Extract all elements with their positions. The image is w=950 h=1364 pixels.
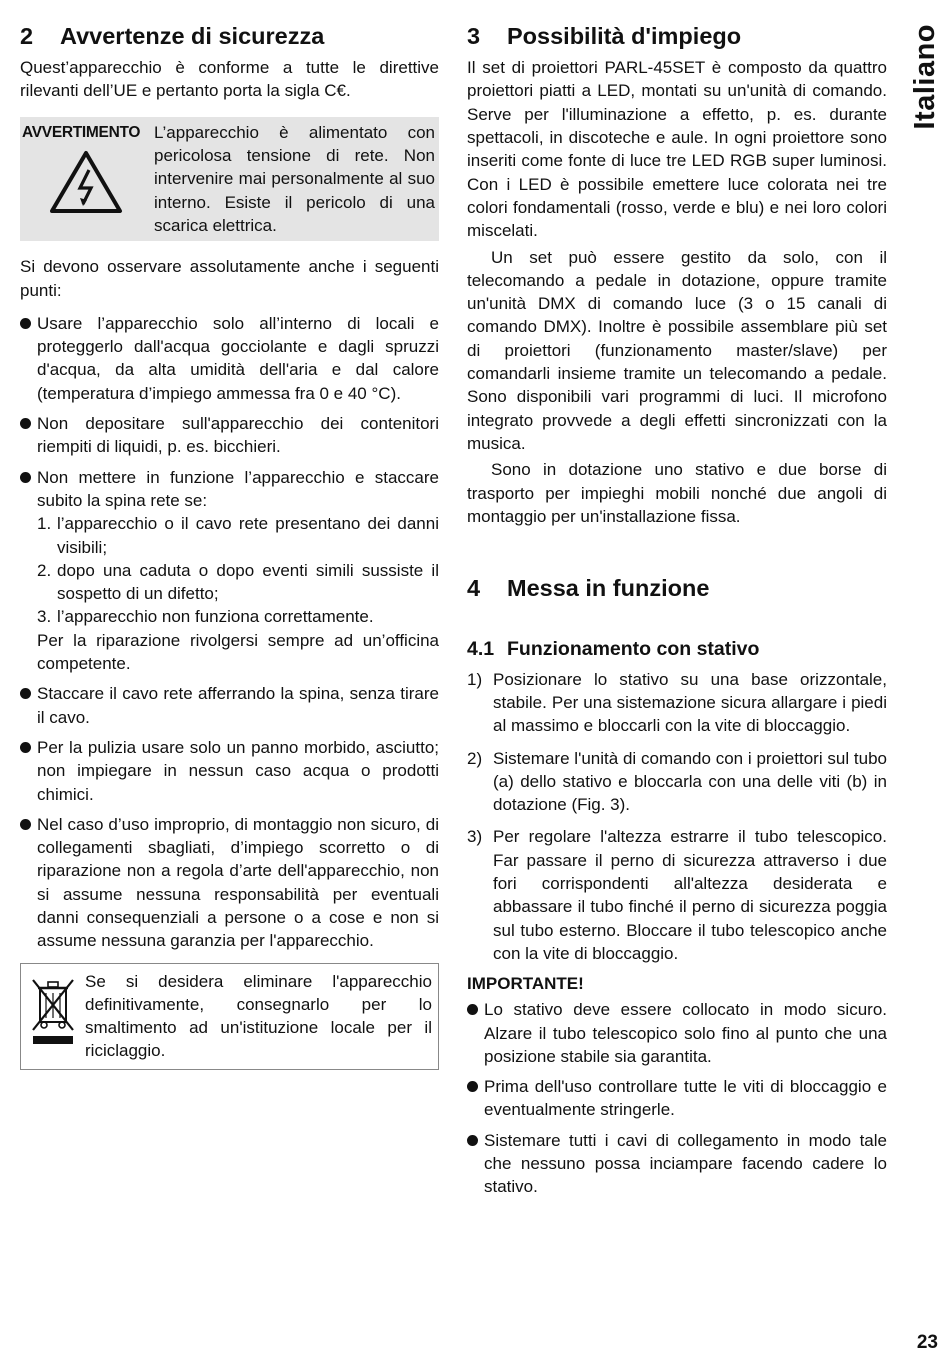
paragraph: Un set può essere gestito da solo, con il telecomando a pedale in dotazione, oppure tramite un'unità DMX di comando luce (3 o 15 canali di comando DMX). Inoltre è possibile assemblare più set di proiettori (funzionamento master/slave) per comandarli insieme tramite un telecomando a pedale. Sono disponibili vari programmi di luci. Il microfono integrato provvede a degli effetti sincronizzati con la musica. (467, 247, 887, 453)
weee-text: Se si desidera eliminare l'apparecchio definitivamente, consegnarlo per lo smaltimento ad un'istituzione locale per il riciclaggio. (85, 971, 432, 1061)
weee-disposal-box (20, 963, 439, 1070)
warning-box (20, 117, 439, 241)
section-number: 3 (467, 23, 481, 49)
left-column (20, 22, 439, 1070)
list-item: Sistemare tutti i cavi di collegamento in modo tale che nessuno possa inciampare facendo cadere lo stativo. (467, 1129, 887, 1199)
section-title: Messa in funzione (507, 575, 710, 602)
high-voltage-warning-icon (49, 150, 123, 214)
section-2-heading (20, 22, 439, 50)
list-item: Usare l’apparecchio solo all’interno di locali e proteggerlo dall'acqua gocciolante e dagli spruzzi d'acqua, da alta umidità dell'aria e dal calore (temperatura d’impiego ammessa fra 0 e 40 °C). (20, 312, 439, 405)
step-item: 3) Per regolare l'altezza estrarre il tubo telescopico. Far passare il perno di sicurezza attraverso i due fori corrispondenti all'altezza desiderata e abbassare il tubo finché il perno di sicurezza poggia sul tubo esterno. Bloccare il tubo telescopico anche con la vite di bloccaggio. (467, 827, 887, 963)
warning-label: AVVERTIMENTO (22, 123, 141, 141)
section-number: 4 (467, 575, 481, 602)
paragraph: Sono in dotazione uno stativo e due borse di trasporto per impieghi mobili nonché due angoli di montaggio per un'installazione fissa. (467, 460, 887, 526)
important-heading: IMPORTANTE! (467, 974, 584, 994)
list-item: Lo stativo deve essere collocato in modo sicuro. Alzare il tubo telescopico solo fino al punto che una posizione stabile sia garantita. (467, 998, 887, 1068)
warning-text: L’apparecchio è alimentato con pericolosa tensione di rete. Non intervenire mai personalmente al suo interno. Esiste il pericolo di una scarica elettrica. (154, 122, 435, 235)
setup-steps (467, 668, 887, 966)
repair-note: Per la riparazione rivolgersi sempre ad un’officina competente. (37, 630, 439, 674)
list-item: Prima dell'uso controllare tutte le viti di bloccaggio e eventualmente stringerle. (467, 1075, 887, 1122)
sub-list-item: 3. l’apparecchio non funziona correttamente. (37, 607, 374, 627)
section-4-1-heading (467, 638, 887, 661)
language-label: Italiano (909, 24, 941, 130)
crossed-bin-icon (30, 974, 76, 1050)
section-3-heading (467, 22, 887, 50)
paragraph: Il set di proiettori PARL-45SET è composto da quattro proiettori piatti a LED, montati su un'unità di comando. Serve per l'illuminazione a effetto, p. es. durante spettacoli, in discoteche e aule. In ogni proiettore sono inseriti come fonte di luce tre LED RGB super luminosi. Con i LED è possibile emettere luce colorata nei tre colori fondamentali (rosso, verde e blu) e nei loro colori miscelati. (467, 58, 887, 241)
list-item: Per la pulizia usare solo un panno morbido, asciutto; non impiegare in nessun caso acqua o prodotti chimici. (20, 736, 439, 806)
list-item: Non mettere in funzione l’apparecchio e staccare subito la spina rete se: 1. l’apparecchio o il cavo rete presentano dei danni visibili; 2. dopo una caduta o dopo eventi simili sussiste il sospetto di un difetto; 3. l’apparecchio non funziona correttamente. Per la riparazione rivolgersi sempre ad un’officina competente. (20, 466, 439, 676)
section-title: Funzionamento con stativo (507, 638, 760, 661)
lead-text: Si devono osservare assolutamente anche i seguenti punti: (20, 257, 439, 300)
section-title: Avvertenze di sicurezza (60, 23, 325, 49)
list-item: Non depositare sull'apparecchio dei contenitori riempiti di liquidi, p. es. bicchieri. (20, 412, 439, 459)
section-title: Possibilità d'impiego (507, 23, 742, 49)
sub-list-item: 1. l’apparecchio o il cavo rete presentano dei danni visibili; (37, 514, 439, 557)
list-item: Staccare il cavo rete afferrando la spina, senza tirare il cavo. (20, 682, 439, 729)
section-4-heading (467, 574, 887, 602)
list-item: Nel caso d’uso improprio, di montaggio non sicuro, di collegamenti sbagliati, d’impiego scorretto o di riparazione non a regola d’arte dell'apparecchio, non si assume nessuna responsabilità per eventuali danni consequenziali a persone o a cose e non si assume nessuna garanzia per l'apparecchio. (20, 813, 439, 953)
step-item: 1) Posizionare lo stativo su una base orizzontale, stabile. Per una sistemazione sicura allargare i piedi al massimo e bloccarli con la vite di bloccaggio. (467, 669, 887, 736)
right-column (467, 22, 887, 1206)
important-list (467, 998, 887, 1198)
step-item: 2) Sistemare l'unità di comando con i proiettori sul tubo (a) dello stativo e bloccarla con una delle viti (b) in dotazione (Fig. 3). (467, 748, 887, 815)
sub-list-item: 2. dopo una caduta o dopo eventi simili sussiste il sospetto di un difetto; (37, 560, 439, 604)
page-number: 23 (916, 1332, 938, 1353)
ce-conformity-text: Quest’apparecchio è conforme a tutte le direttive rilevanti dell’UE e pertanto porta la sigla C€. (20, 58, 439, 101)
section-number: 4.1 (467, 638, 495, 661)
safety-list (20, 312, 439, 953)
section-number: 2 (20, 23, 34, 49)
